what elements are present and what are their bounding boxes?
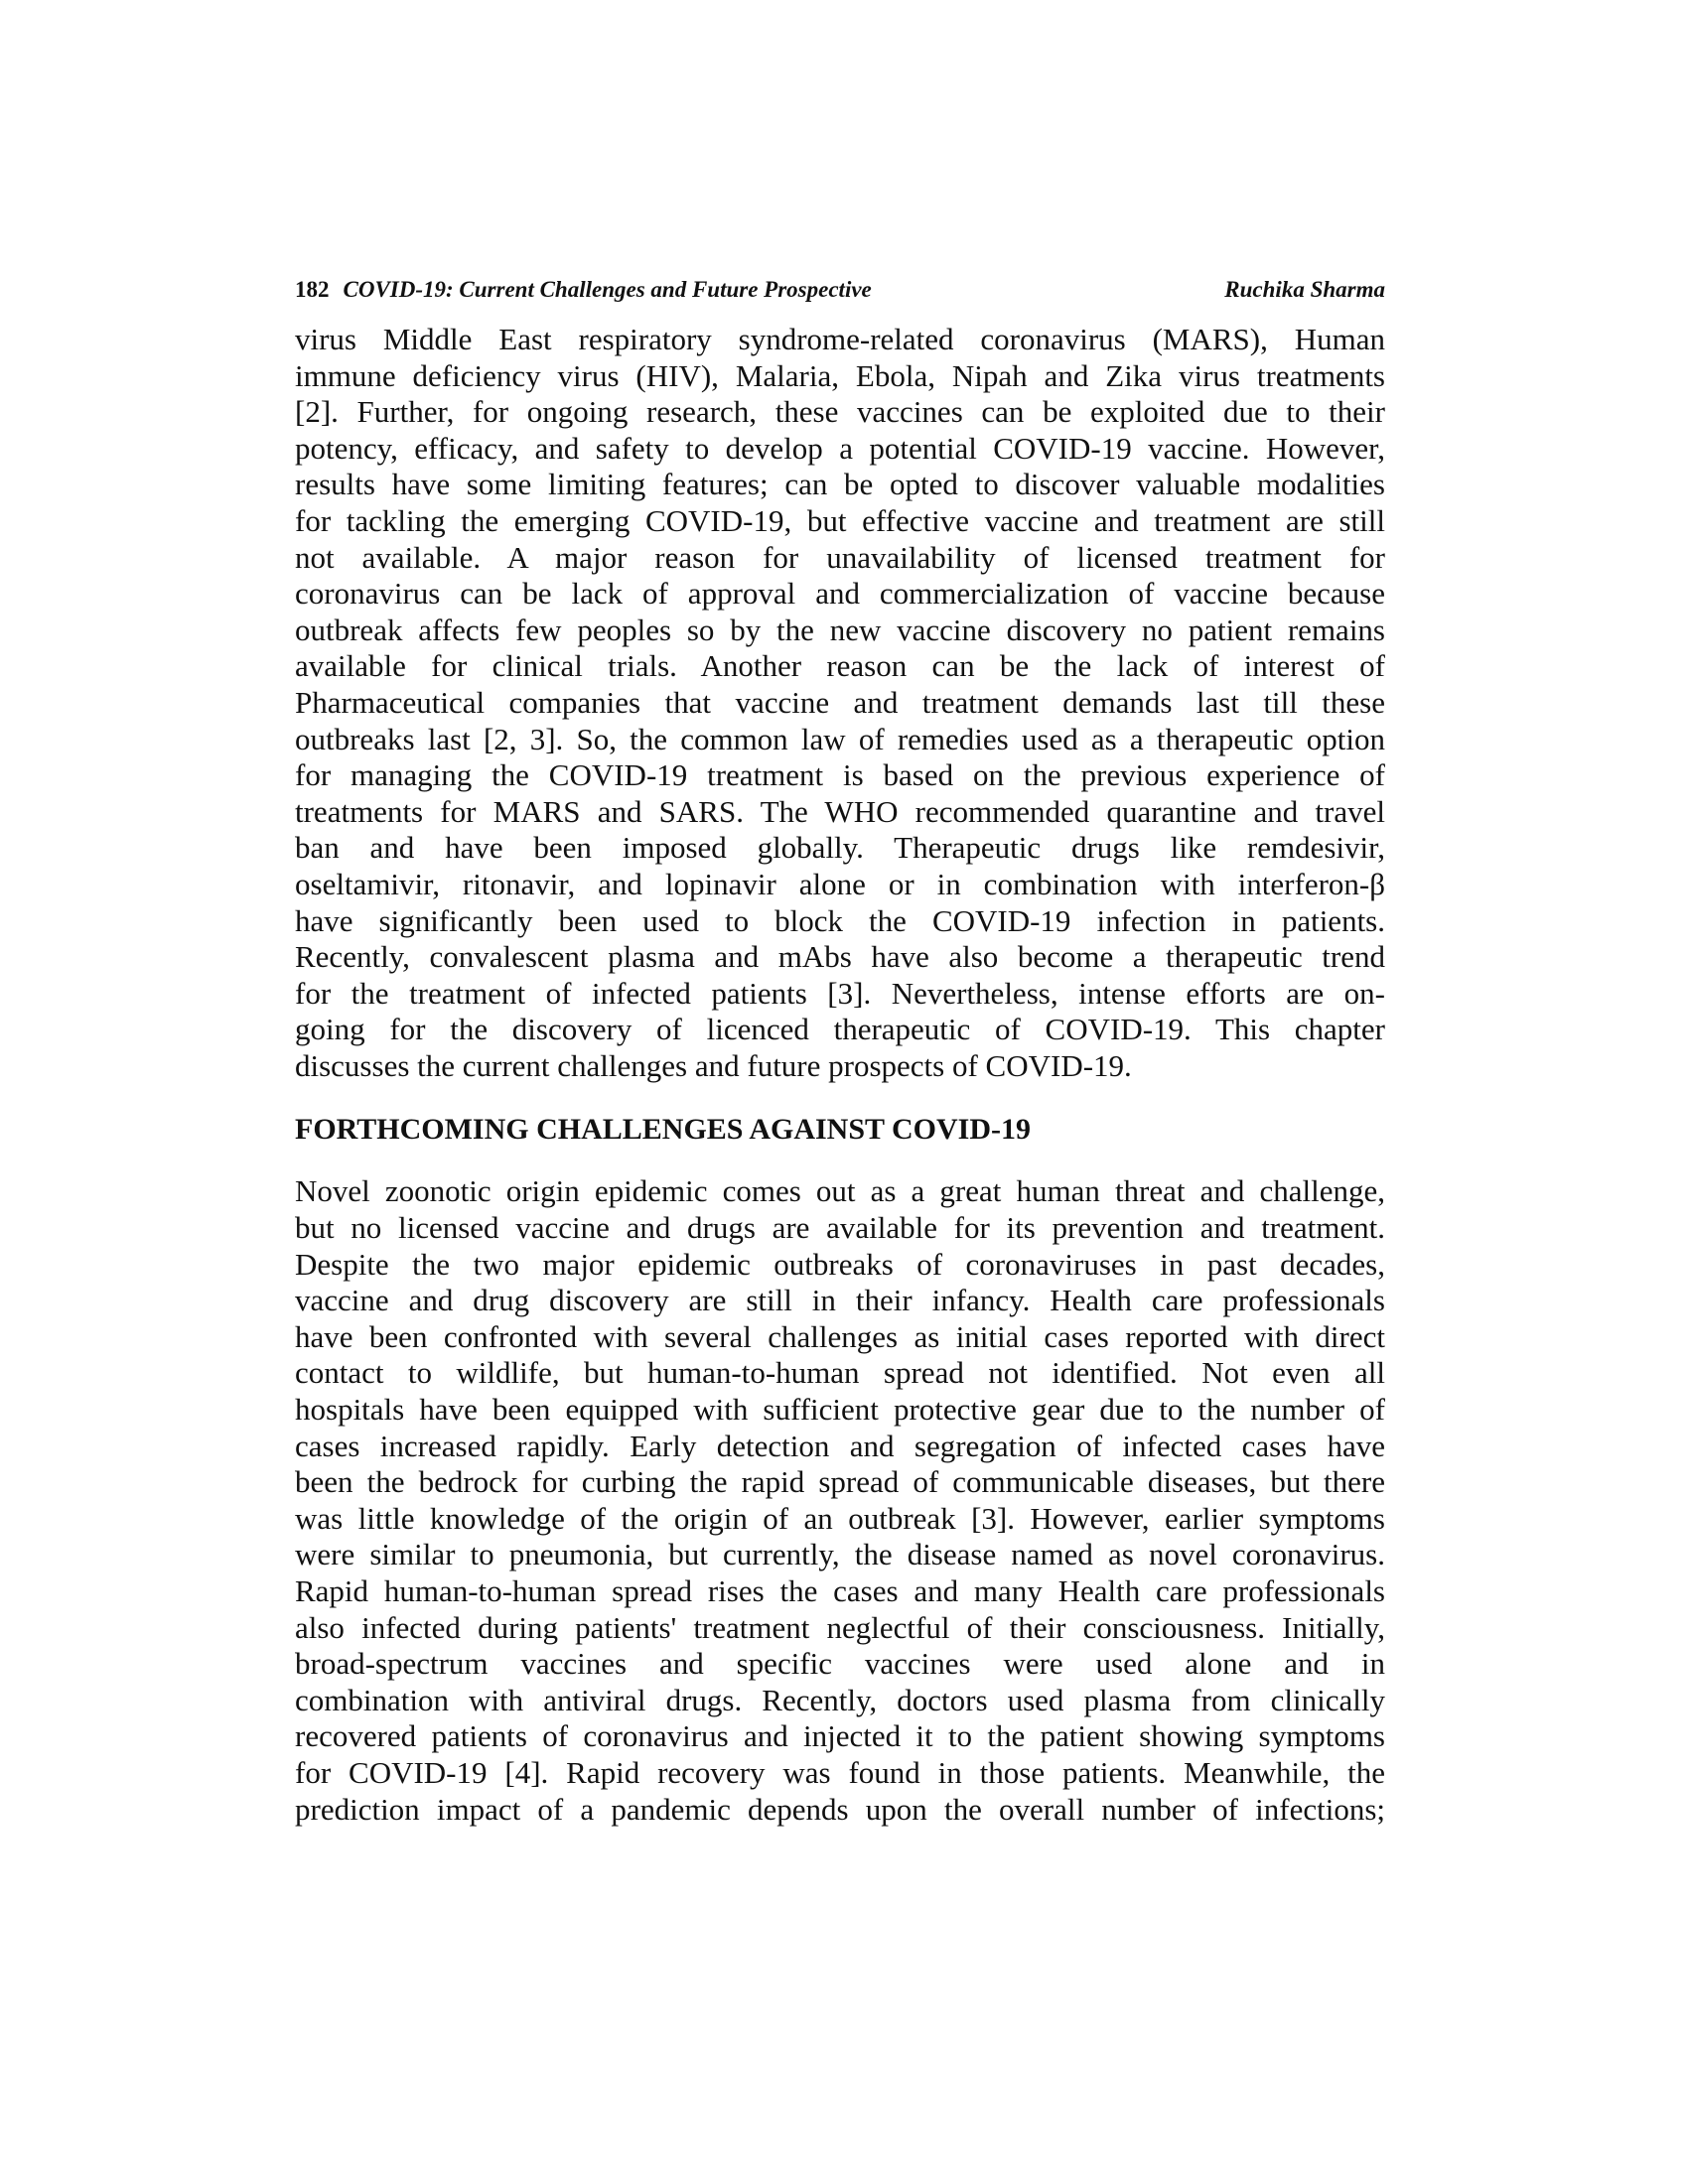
text-line: [2]. Further, for ongoing research, these vaccines can be exploited due to their — [295, 394, 1385, 430]
paragraph-intro — [295, 322, 1385, 1084]
text-line: broad-spectrum vaccines and specific vaccines were used alone and in — [295, 1646, 1385, 1682]
text-line: recovered patients of coronavirus and injected it to the patient showing symptoms — [295, 1718, 1385, 1754]
text-line: have been confronted with several challenges as initial cases reported with direct — [295, 1318, 1385, 1354]
text-line: coronavirus can be lack of approval and commercialization of vaccine because — [295, 576, 1385, 612]
text-line: available for clinical trials. Another reason can be the lack of interest of — [295, 648, 1385, 684]
section-heading: FORTHCOMING CHALLENGES AGAINST COVID-19 — [295, 1113, 1031, 1147]
text-line: outbreaks last [2, 3]. So, the common law of remedies used as a therapeutic option — [295, 721, 1385, 756]
text-line: hospitals have been equipped with sufficient protective gear due to the number of — [295, 1392, 1385, 1428]
text-line: Novel zoonotic origin epidemic comes out as a great human threat and challenge, — [295, 1173, 1385, 1209]
page-number: 182 — [295, 277, 330, 302]
text-line: prediction impact of a pandemic depends upon the overall number of infections; — [295, 1791, 1385, 1827]
document-page — [295, 270, 1385, 1828]
text-line: for COVID-19 [4]. Rapid recovery was found in those patients. Meanwhile, the — [295, 1754, 1385, 1790]
book-title: COVID-19: Current Challenges and Future Prospective — [343, 277, 872, 302]
text-line: for managing the COVID-19 treatment is based on the previous experience of — [295, 757, 1385, 793]
text-line: immune deficiency virus (HIV), Malaria, Ebola, Nipah and Zika virus treatments — [295, 357, 1385, 393]
text-line: Despite the two major epidemic outbreaks of coronaviruses in past decades, — [295, 1246, 1385, 1282]
text-line: was little knowledge of the origin of an outbreak [3]. However, earlier symptoms — [295, 1500, 1385, 1536]
text-line: cases increased rapidly. Early detection and segregation of infected cases have — [295, 1428, 1385, 1463]
text-line: ban and have been imposed globally. Therapeutic drugs like remdesivir, — [295, 830, 1385, 866]
text-line: combination with antiviral drugs. Recently, doctors used plasma from clinically — [295, 1682, 1385, 1717]
text-line: results have some limiting features; can be opted to discover valuable modalities — [295, 467, 1385, 502]
text-line: were similar to pneumonia, but currently, the disease named as novel coronavirus. — [295, 1537, 1385, 1572]
text-line: Recently, convalescent plasma and mAbs have also become a therapeutic trend — [295, 939, 1385, 975]
text-line: potency, efficacy, and safety to develop a potential COVID-19 vaccine. However, — [295, 430, 1385, 466]
paragraph-challenges — [295, 1173, 1385, 1828]
text-line: not available. A major reason for unavailability of licensed treatment for — [295, 539, 1385, 575]
header-left — [295, 270, 872, 310]
text-line: vaccine and drug discovery are still in their infancy. Health care professionals — [295, 1283, 1385, 1318]
text-line: treatments for MARS and SARS. The WHO recommended quarantine and travel — [295, 793, 1385, 829]
text-line: going for the discovery of licenced therapeutic of COVID-19. This chapter — [295, 1012, 1385, 1047]
author-name: Ruchika Sharma — [1224, 277, 1385, 302]
text-line: but no licensed vaccine and drugs are available for its prevention and treatment. — [295, 1210, 1385, 1246]
text-line: oseltamivir, ritonavir, and lopinavir alone or in combination with interferon-β — [295, 866, 1385, 901]
text-line: have significantly been used to block the COVID-19 infection in patients. — [295, 902, 1385, 938]
text-line: Pharmaceutical companies that vaccine and treatment demands last till these — [295, 684, 1385, 720]
running-header — [295, 270, 1385, 310]
text-line: Rapid human-to-human spread rises the cases and many Health care professionals — [295, 1573, 1385, 1608]
text-line: contact to wildlife, but human-to-human spread not identified. Not even all — [295, 1355, 1385, 1391]
text-line: virus Middle East respiratory syndrome-related coronavirus (MARS), Human — [295, 322, 1385, 356]
text-line: discusses the current challenges and future prospects of COVID-19. — [295, 1047, 1132, 1083]
text-line: for tackling the emerging COVID-19, but effective vaccine and treatment are still — [295, 502, 1385, 538]
text-line: been the bedrock for curbing the rapid spread of communicable diseases, but there — [295, 1464, 1385, 1500]
text-line: outbreak affects few peoples so by the new vaccine discovery no patient remains — [295, 612, 1385, 647]
text-line: also infected during patients' treatment neglectful of their consciousness. Initially, — [295, 1609, 1385, 1645]
text-line: for the treatment of infected patients [3]. Nevertheless, intense efforts are on- — [295, 975, 1385, 1011]
